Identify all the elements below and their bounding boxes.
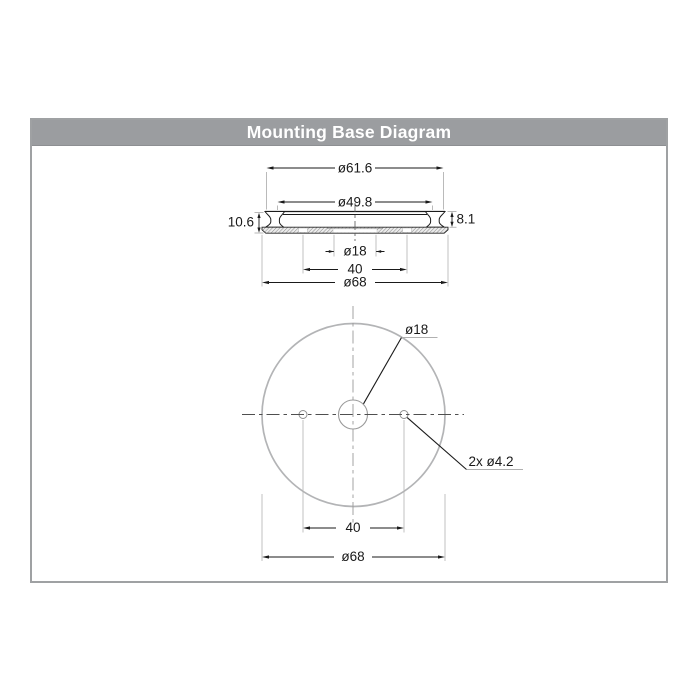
dim-base-diameter-top-label: ø68: [341, 548, 365, 564]
leader-center-hole-label: ø18: [405, 322, 429, 337]
dim-inner-top-label: ø49.8: [337, 194, 373, 210]
dim-total-height-label: 10.6: [227, 214, 254, 230]
leader-screw-holes-label: 2x ø4.2: [468, 454, 514, 469]
diagram-frame: [30, 118, 668, 583]
dim-hole-spacing-top-label: 40: [345, 519, 361, 535]
dim-outer-top-label: ø61.6: [337, 160, 373, 176]
dim-base-diameter-side-label: ø68: [343, 274, 367, 290]
dim-rim-height-label: 8.1: [456, 211, 476, 227]
diagram-header: [32, 120, 666, 146]
diagram-title: Mounting Base Diagram: [246, 122, 452, 142]
dim-hole-spacing-side-label: 40: [347, 261, 363, 277]
dim-center-hole-side-label: ø18: [343, 243, 367, 259]
